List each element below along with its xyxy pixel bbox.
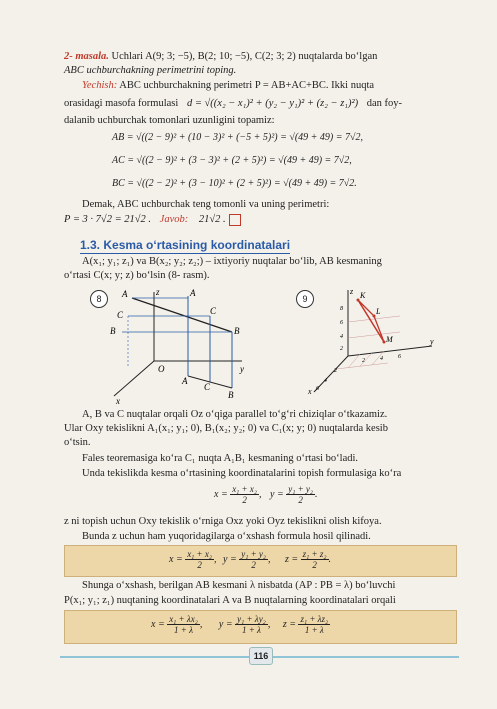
paragraph-1: A, B va C nuqtalar orqali Oz o‘qiga parallel to‘g‘ri chiziqlar o‘tkazamiz. bbox=[82, 409, 388, 420]
figure-9-diagram bbox=[300, 286, 440, 404]
plane-x-fraction: $\frac{\text{x₁ + x₂}}{2}$ bbox=[232, 484, 258, 505]
paragraph-8: Shunga o‘xshash, berilgan AB kesmani λ nisbatda (AP : PB = λ) bo‘luvchi bbox=[82, 580, 396, 591]
fig9-tick-y2: 2 bbox=[362, 358, 365, 364]
paragraph-9: P(x₁; y₁; z₁) nuqtaning koordinatalari A va B nuqtalarning koordinatalari orqali bbox=[64, 595, 396, 606]
fig9-tick-x6: 6 bbox=[316, 386, 319, 392]
fig8-label-a-left: A bbox=[122, 289, 128, 299]
solution-text-2a: orasidagi masofa formulasi bbox=[64, 98, 179, 109]
division-z-fraction: $\frac{\text{z₁ + λz₂}}{1 + \lambda}$ bbox=[300, 614, 329, 635]
conclusion-text: Demak, ABC uchburchak teng tomonli va uning perimetri: bbox=[82, 199, 330, 210]
problem-label: 2- masala. bbox=[64, 51, 109, 62]
fig9-y-axis bbox=[348, 346, 432, 356]
fig9-tick-x2: 2 bbox=[334, 368, 337, 374]
section-title: 1.3. Kesma o‘rtasining koordinatalari bbox=[80, 238, 291, 252]
fig8-label-x: x bbox=[116, 396, 120, 406]
fig8-label-c-left: C bbox=[117, 310, 124, 320]
solution-line-2 bbox=[64, 97, 459, 111]
page-number: 116 bbox=[249, 647, 273, 665]
figure-8-diagram bbox=[92, 286, 252, 406]
fig8-label-b1: B bbox=[228, 390, 234, 400]
fig9-label-x: x bbox=[308, 387, 312, 396]
fig9-label-m: M bbox=[386, 335, 393, 344]
fig9-tick-z4: 4 bbox=[340, 334, 343, 340]
problem-statement-1: Uchlari A(9; 3; −5), B(2; 10; −5), C(2; 3; 2) nuqtalarda bo‘lgan bbox=[108, 51, 378, 62]
fig8-x-axis bbox=[114, 361, 154, 396]
fig8-label-c1: C bbox=[204, 382, 211, 392]
answer-value: 21√2 . bbox=[198, 214, 226, 225]
answer-label: Javob: bbox=[159, 214, 189, 225]
fig8-segment-ab bbox=[132, 298, 232, 332]
midpoint-x-fraction: $\frac{\text{x₁ + x₂}}{2}$ bbox=[187, 549, 213, 570]
formula-ab: AB = √((2 − 9)² + (10 − 3)² + (−5 + 5)²) = √(49 + 49) = 7√2, bbox=[112, 132, 363, 143]
perimeter-line bbox=[64, 213, 459, 227]
paragraph-5: Unda tekislikda kesma o‘rtasining koordinatalarini topish formulasiga ko‘ra bbox=[82, 468, 402, 479]
fig9-label-k: K bbox=[360, 291, 366, 300]
solution-label: Yechish: bbox=[82, 80, 118, 91]
formula-ac: AC = √((2 − 9)² + (3 − 3)² + (2 + 5)²) = √(49 + 49) = 7√2, bbox=[112, 155, 352, 166]
section-intro-2: o‘rtasi C(x; y; z) bo‘lsin (8- rasm). bbox=[64, 270, 210, 281]
division-y-fraction: $\frac{\text{y₁ + λy₂}}{1 + \lambda}$ bbox=[237, 614, 266, 635]
fig9-x-axis bbox=[314, 356, 348, 392]
paragraph-4: Fales teoremasiga ko‘ra C₁ nuqta A₁B₁ kesmaning o‘rtasi bo‘ladi. bbox=[82, 453, 359, 464]
formula-bc: BC = √((2 − 2)² + (3 − 10)² + (2 + 5)²) = √(49 + 49) = 7√2. bbox=[112, 178, 357, 189]
fig8-label-a: A bbox=[190, 288, 196, 298]
fig9-tick-y4: 4 bbox=[380, 356, 383, 362]
paragraph-7: Bunda z uchun ham yuqoridagilarga o‘xshash formula hosil qilinadi. bbox=[82, 531, 371, 542]
solution-text-1: ABC uchburchakning perimetri P = AB+AC+BC. Ikki nuqta bbox=[117, 80, 375, 91]
plane-y-fraction: $\frac{\text{y₁ + y₂}}{2}$ bbox=[288, 484, 314, 505]
fig8-label-b: B bbox=[234, 326, 240, 336]
problem-line-1 bbox=[64, 50, 459, 64]
division-x-fraction: $\frac{\text{x₁ + λx₂}}{1 + \lambda}$ bbox=[169, 614, 198, 635]
fig9-tick-x4: 4 bbox=[324, 378, 327, 384]
fig9-tick-z6: 6 bbox=[340, 320, 343, 326]
solution-text-3: dalanib uchburchak tomonlari uzunligini topamiz: bbox=[64, 115, 275, 126]
paragraph-3: o‘tsin. bbox=[64, 437, 91, 448]
fig9-label-l: L bbox=[376, 307, 381, 316]
fig9-tick-y6: 6 bbox=[398, 354, 401, 360]
fig9-label-y: y bbox=[430, 337, 434, 346]
midpoint-z-fraction: $\frac{\text{z₁ + z₂}}{2}$ bbox=[302, 549, 327, 570]
fig8-label-b-left: B bbox=[110, 326, 116, 336]
fig9-label-z: z bbox=[350, 287, 354, 296]
paragraph-2: Ular Oxy tekislikni A₁(x₁; y₁; 0), B₁(x₂; y₂; 0) va C₁(x; y; 0) nuqtalarda kesib bbox=[64, 423, 388, 434]
solution-text-2b: dan foy- bbox=[366, 98, 403, 109]
distance-formula: d = √((x₂ − x₁)² + (y₂ − y₁)² + (z₂ − z₁)²) bbox=[186, 98, 359, 109]
paragraph-6: z ni topish uchun Oxy tekislik o‘rniga Oxz yoki Oyz tekislikni olish kifoya. bbox=[64, 516, 382, 527]
figure-8-number: 8 bbox=[90, 290, 108, 308]
fig8-label-a1: A bbox=[182, 376, 188, 386]
figure-9-number: 9 bbox=[296, 290, 314, 308]
plane-midpoint-formula: x = $\frac{\text{x₁ + x₂}}{2}$ , y = $\frac{\text{y₁ + y₂}}{2}$ . bbox=[214, 484, 318, 505]
fig8-label-o: O bbox=[158, 364, 165, 374]
fig8-label-z: z bbox=[156, 287, 160, 297]
midpoint-y-fraction: $\frac{\text{y₁ + y₂}}{2}$ bbox=[241, 549, 267, 570]
section-intro-1: A(x₁; y₁; z₁) va B(x₂; y₂; z₂;) – ixtiyoriy nuqtalar bo‘lib, AB kesmaning bbox=[82, 256, 382, 267]
fig9-tick-z2: 2 bbox=[340, 346, 343, 352]
perimeter-formula: P = 3 · 7√2 = 21√2 . bbox=[64, 214, 152, 225]
end-of-solution-square-icon bbox=[229, 214, 241, 226]
midpoint-formula-box: x = $\frac{\text{x₁ + x₂}}{2}$ , y = $\frac{\text{y₁ + y₂}}{2}$ , z = $\frac{\text{z₁ + z₂}}{2}$ . bbox=[64, 545, 457, 577]
fig9-tick-z8: 8 bbox=[340, 306, 343, 312]
solution-line-1 bbox=[82, 79, 459, 93]
division-formula-box: x = $\frac{\text{x₁ + λx₂}}{1 + \lambda}$ , y = $\frac{\text{y₁ + λy₂}}{1 + \lambda}$ , z = $\frac{\text{z₁ + λz₂}}{1 + \lambda}$ bbox=[64, 610, 457, 644]
problem-statement-2: ABC uchburchakning perimetrini toping. bbox=[64, 65, 237, 76]
fig8-label-c: C bbox=[210, 306, 217, 316]
fig8-label-y: y bbox=[240, 364, 244, 374]
